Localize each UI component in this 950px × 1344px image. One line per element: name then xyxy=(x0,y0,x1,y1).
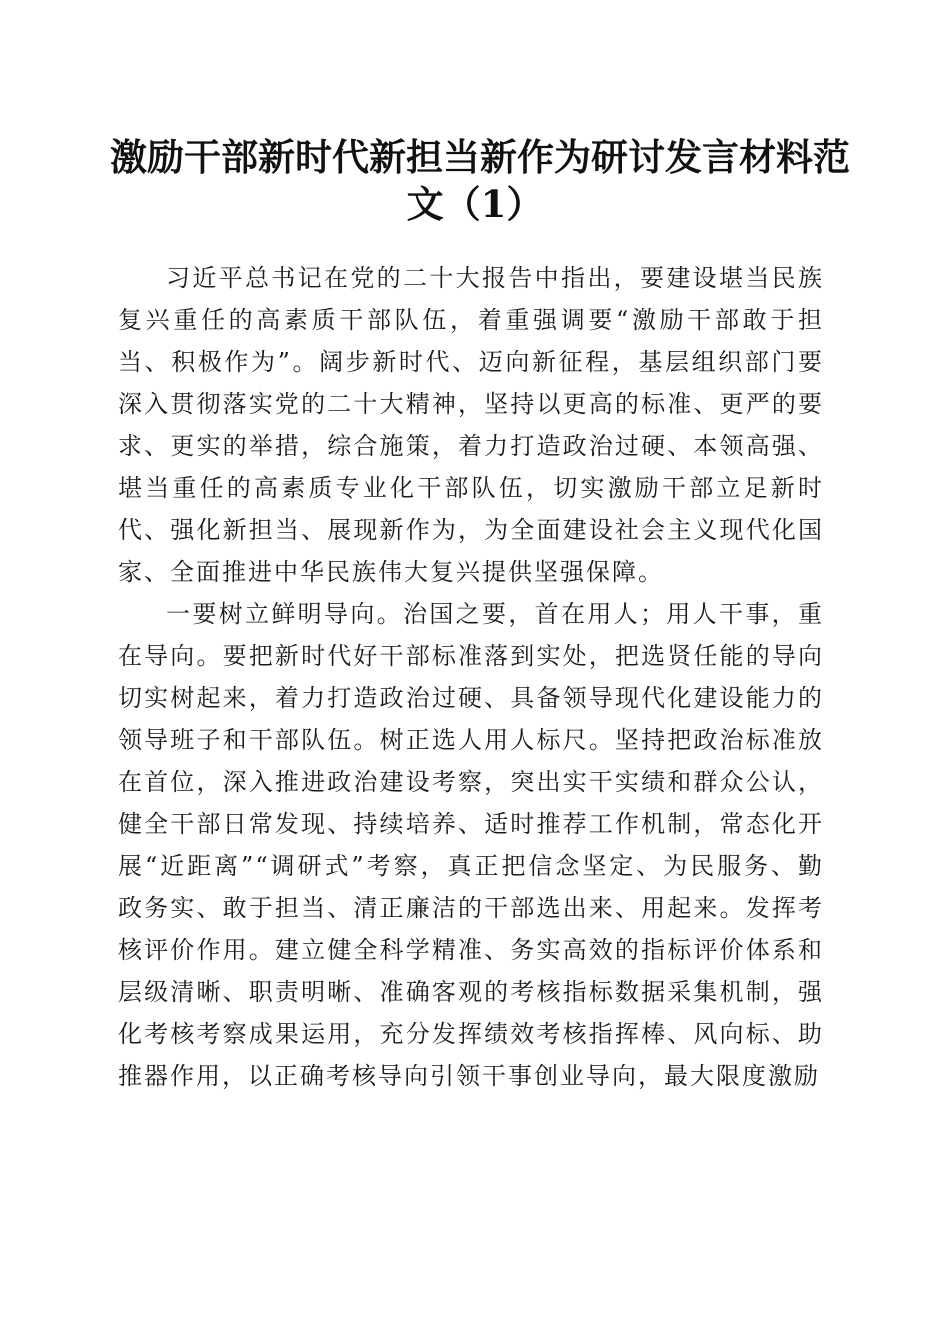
paragraph-point-one: 一要树立鲜明导向。治国之要，首在用人；用人干事，重在导向。要把新时代好干部标准落到实处，把选贤任能的导向切实树起来，着力打造政治过硬、具备领导现代化建设能力的领导班子和干部队伍。树正选人用人标尺。坚持把政治标准放在首位，深入推进政治建设考察，突出实干实绩和群众公认，健全干部日常发现、持续培养、适时推荐工作机制，常态化开展“近距离”“调研式”考察，真正把信念坚定、为民服务、勤政务实、敢于担当、清正廉洁的干部选出来、用起来。发挥考核评价作用。建立健全科学精准、务实高效的指标评价体系和层级清晰、职责明晰、准确客观的考核指标数据采集机制，强化考核考察成果运用，充分发挥绩效考核指挥棒、风向标、助推器作用，以正确考核导向引领干事创业导向，最大限度激励 xyxy=(118,600,824,1090)
document-title xyxy=(110,134,850,228)
paragraph-intro: 习近平总书记在党的二十大报告中指出，要建设堪当民族复兴重任的高素质干部队伍，着重强调要“激励干部敢于担当、积极作为”。阔步新时代、迈向新征程，基层组织部门要深入贯彻落实党的二十大精神，坚持以更高的标准、更严的要求、更实的举措，综合施策，着力打造政治过硬、本领高强、堪当重任的高素质专业化干部队伍，切实激励干部立足新时代、强化新担当、展现新作为，为全面建设社会主义现代化国家、全面推进中华民族伟大复兴提供坚强保障。 xyxy=(118,264,824,586)
document-title-line-1: 激励干部新时代新担当新作为研讨发言材料范 xyxy=(110,135,850,179)
document-body xyxy=(118,257,824,1097)
document-title-line-2: 文（1） xyxy=(406,182,544,226)
